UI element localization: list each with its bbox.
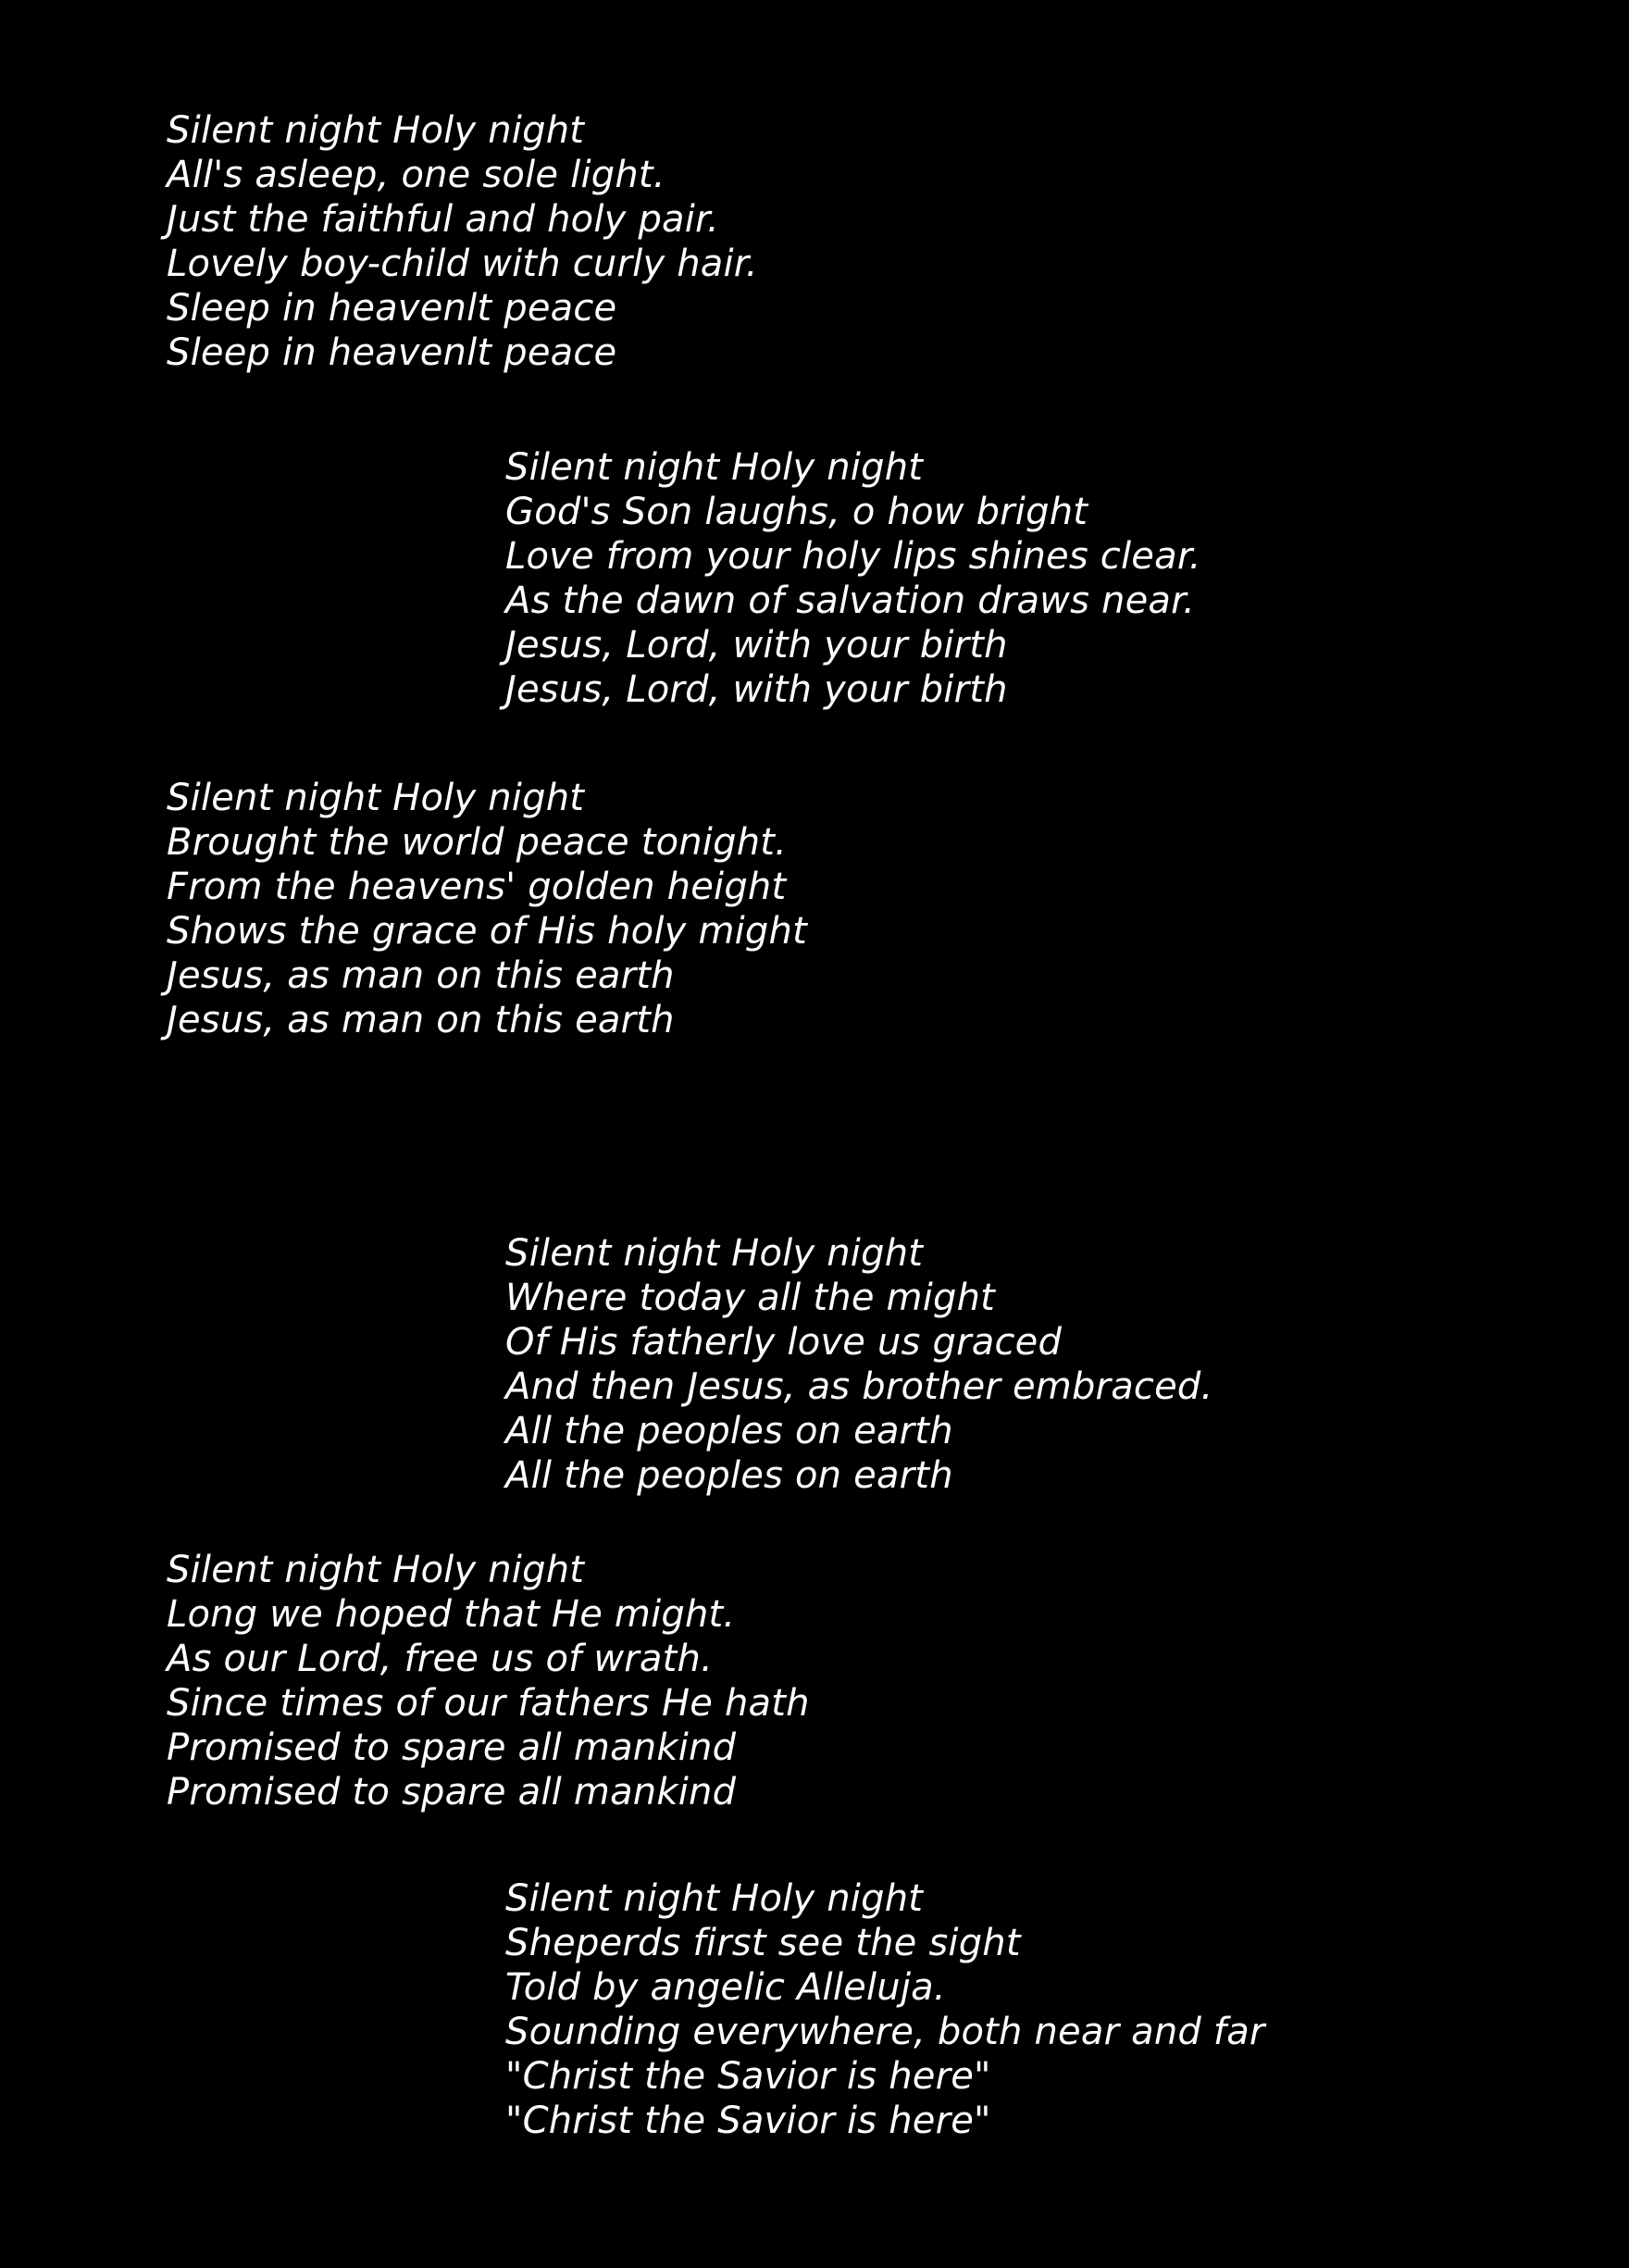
verse-line: Just the faithful and holy pair. <box>167 198 719 241</box>
verse-line: All the peoples on earth <box>505 1454 953 1497</box>
verse-line: Of His fatherly love us graced <box>505 1321 1063 1364</box>
verse-line: Long we hoped that He might. <box>167 1593 736 1636</box>
verse-line: Sounding everywhere, both near and far <box>505 2011 1265 2053</box>
verse-line: Brought the world peace tonight. <box>167 821 788 864</box>
verse-1 <box>167 108 758 375</box>
verse-2 <box>505 445 1201 712</box>
verse-5 <box>167 1548 810 1814</box>
verse-line: Told by angelic Alleluja. <box>505 1966 946 2009</box>
verse-line: Silent night Holy night <box>167 109 585 152</box>
verse-line: Jesus, as man on this earth <box>167 954 675 997</box>
verse-line: Sheperds first see the sight <box>505 1922 1021 1964</box>
verse-6 <box>505 1876 1265 2143</box>
verse-line: All's asleep, one sole light. <box>167 154 665 196</box>
verse-line: Promised to spare all mankind <box>167 1771 737 1813</box>
verse-3 <box>167 776 807 1042</box>
verse-line: As our Lord, free us of wrath. <box>167 1638 713 1680</box>
verse-line: Sleep in heavenlt peace <box>167 287 617 330</box>
verse-line: Where today all the might <box>505 1277 996 1319</box>
verse-line: Promised to spare all mankind <box>167 1726 737 1769</box>
verse-line: God's Son laughs, o how bright <box>505 491 1088 533</box>
verse-line: "Christ the Savior is here" <box>505 2100 991 2142</box>
verse-line: Shows the grace of His holy might <box>167 910 807 953</box>
verse-line: Silent night Holy night <box>167 1549 585 1591</box>
verse-line: Silent night Holy night <box>505 1877 924 1920</box>
verse-line: Silent night Holy night <box>505 1232 924 1275</box>
verse-line: Since times of our fathers He hath <box>167 1682 810 1725</box>
verse-line: All the peoples on earth <box>505 1410 953 1452</box>
verse-line: Jesus, as man on this earth <box>167 999 675 1041</box>
verse-line: Lovely boy-child with curly hair. <box>167 243 758 285</box>
verse-line: And then Jesus, as brother embraced. <box>505 1365 1213 1408</box>
verse-line: As the dawn of salvation draws near. <box>505 579 1195 622</box>
verse-line: Love from your holy lips shines clear. <box>505 535 1201 578</box>
verse-line: Sleep in heavenlt peace <box>167 331 617 374</box>
verse-4 <box>505 1231 1212 1498</box>
verse-line: Silent night Holy night <box>505 446 924 489</box>
verse-line: Jesus, Lord, with your birth <box>505 668 1008 711</box>
verse-line: "Christ the Savior is here" <box>505 2055 991 2098</box>
verse-line: From the heavens' golden height <box>167 866 787 908</box>
verse-line: Jesus, Lord, with your birth <box>505 624 1008 667</box>
verse-line: Silent night Holy night <box>167 777 585 819</box>
